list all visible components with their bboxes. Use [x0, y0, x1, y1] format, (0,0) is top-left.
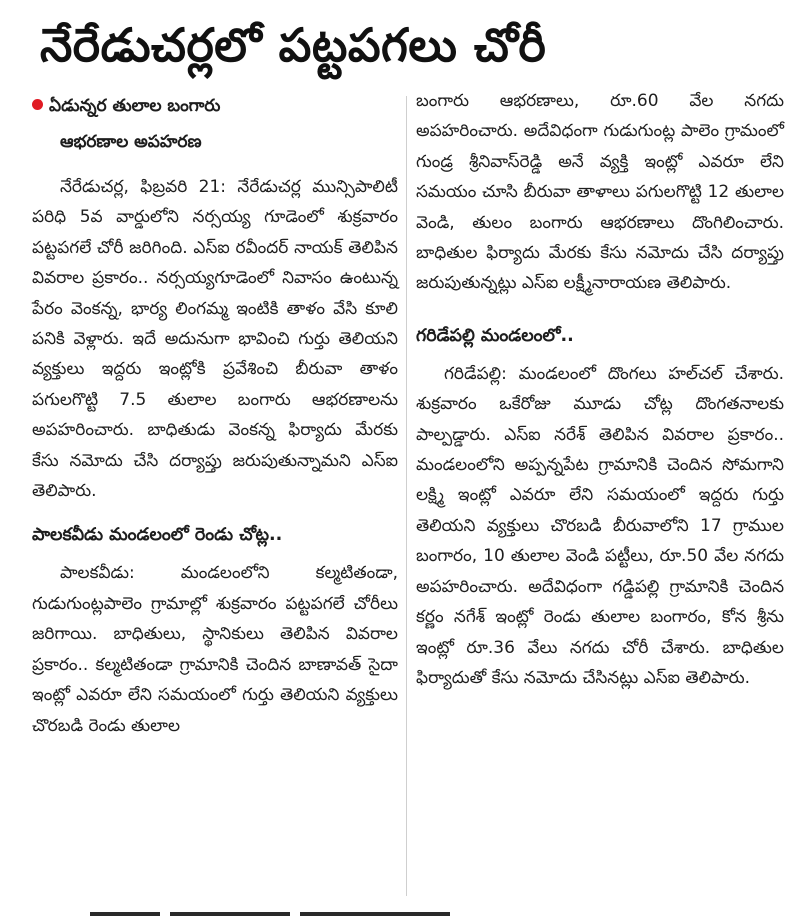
body-paragraph: నేరేడుచర్ల, ఫిబ్రవరి 21: నేరేడుచర్ల మున్సిపాలిటీ పరిధి 5వ వార్డులోని నర్సయ్య గూడెంలో శుక్రవారం పట్టపగలే చోరీ జరిగింది. ఎస్ఐ రవీందర్ నాయక్ తెలిపిన వివరాల ప్రకారం.. నర్సయ్యగూడెంలో నివాసం ఉంటున్న పేరం వెంకన్న, భార్య లింగమ్మ ఇంటికి తాళం వేసి కూలి పనికి వెళ్లారు. ఇదే అదునుగా భావించి గుర్తు తెలియని వ్యక్తులు ఇద్దరు ఇంట్లోకి ప్రవేశించి బీరువా తాళం పగులగొట్టి 7.5 తులాల బంగారు ఆభరణాలను అపహరించారు. బాధితుడు వెంకన్న ఫిర్యాదు మేరకు కేసు నమోదు చేసి దర్యాప్తు జరుపుతున్నామని ఎస్ఐ తెలిపారు.	[32, 177, 398, 502]
right-column	[416, 86, 784, 693]
cut-off-next-headline	[90, 906, 470, 918]
deck-line-1	[32, 88, 398, 124]
column-divider	[406, 96, 407, 896]
body-paragraph: బంగారు ఆభరణాలు, రూ.60 వేల నగదు అపహరించారు. అదేవిధంగా గుడుగుంట్ల పాలెం గ్రామంలో గుండ్ర శ్రీనివాస్‌రెడ్డి అనే వ్యక్తి ఇంట్లో ఎవరూ లేని సమయం చూసి బీరువా తాళాలు పగులగొట్టి 12 తులాల వెండి, తులం బంగారు ఆభరణాలు దొంగిలించారు. బాధితుల ఫిర్యాదు మేరకు కేసు నమోదు చేసి దర్యాప్తు జరుపుతున్నట్లు ఎస్ఐ లక్ష్మీనారాయణ తెలిపారు.	[416, 91, 784, 294]
subheading-garidepalli: గరిడేపల్లి మండలంలో..	[416, 325, 574, 346]
body-paragraph: పాలకవీడు: మండలంలోని కల్మటితండా, గుడుగుంట్లపాలెం గ్రామాల్లో శుక్రవారం పట్టపగలే చోరీలు జరిగాయి. బాధితులు, స్థానికులు తెలిపిన వివరాల ప్రకారం.. కల్మటితండా గ్రామానికి చెందిన బాణావత్ సైదా ఇంట్లో ఎవరూ లేని సమయంలో గుర్తు తెలియని వ్యక్తులు చొరబడి రెండు తులాల	[32, 563, 398, 736]
red-bullet-icon	[32, 99, 43, 110]
left-column	[32, 88, 398, 741]
deck-line-1-text: ఏడున్నర తులాల బంగారు	[49, 96, 221, 116]
headline: నేరేడుచర్లలో పట్టపగలు చోరీ	[40, 18, 547, 72]
deck-line-2: ఆభరణాల అపహరణ	[60, 132, 202, 152]
subheading-palakaveedu: పాలకవీడు మండలంలో రెండు చోట్ల..	[32, 525, 283, 546]
body-paragraph: గరిడేపల్లి: మండలంలో దొంగలు హల్‌చల్ చేశారు. శుక్రవారం ఒకేరోజు మూడు చోట్ల దొంగతనాలకు పాల్పడ్డారు. ఎస్ఐ నరేశ్ తెలిపిన వివరాల ప్రకారం.. మండలంలోని అప్పన్నపేట గ్రామానికి చెందిన సోమగాని లక్ష్మి ఇంట్లో ఎవరూ లేని సమయంలో ఇద్దరు గుర్తు తెలియని వ్యక్తులు చొరబడి బీరువాలోని 17 గ్రాముల బంగారం, 10 తులాల వెండి పట్టీలు, రూ.50 వేల నగదు అపహరించారు. అదేవిధంగా గడ్డిపల్లి గ్రామానికి చెందిన కర్ణం నగేశ్ ఇంట్లో రెండు తులాల బంగారం, కోన శ్రీను ఇంట్లో రూ.36 వేలు నగదు చోరీ చేశారు. బాధితుల ఫిర్యాదుతో కేసు నమోదు చేసినట్లు ఎస్ఐ తెలిపారు.	[416, 363, 784, 688]
